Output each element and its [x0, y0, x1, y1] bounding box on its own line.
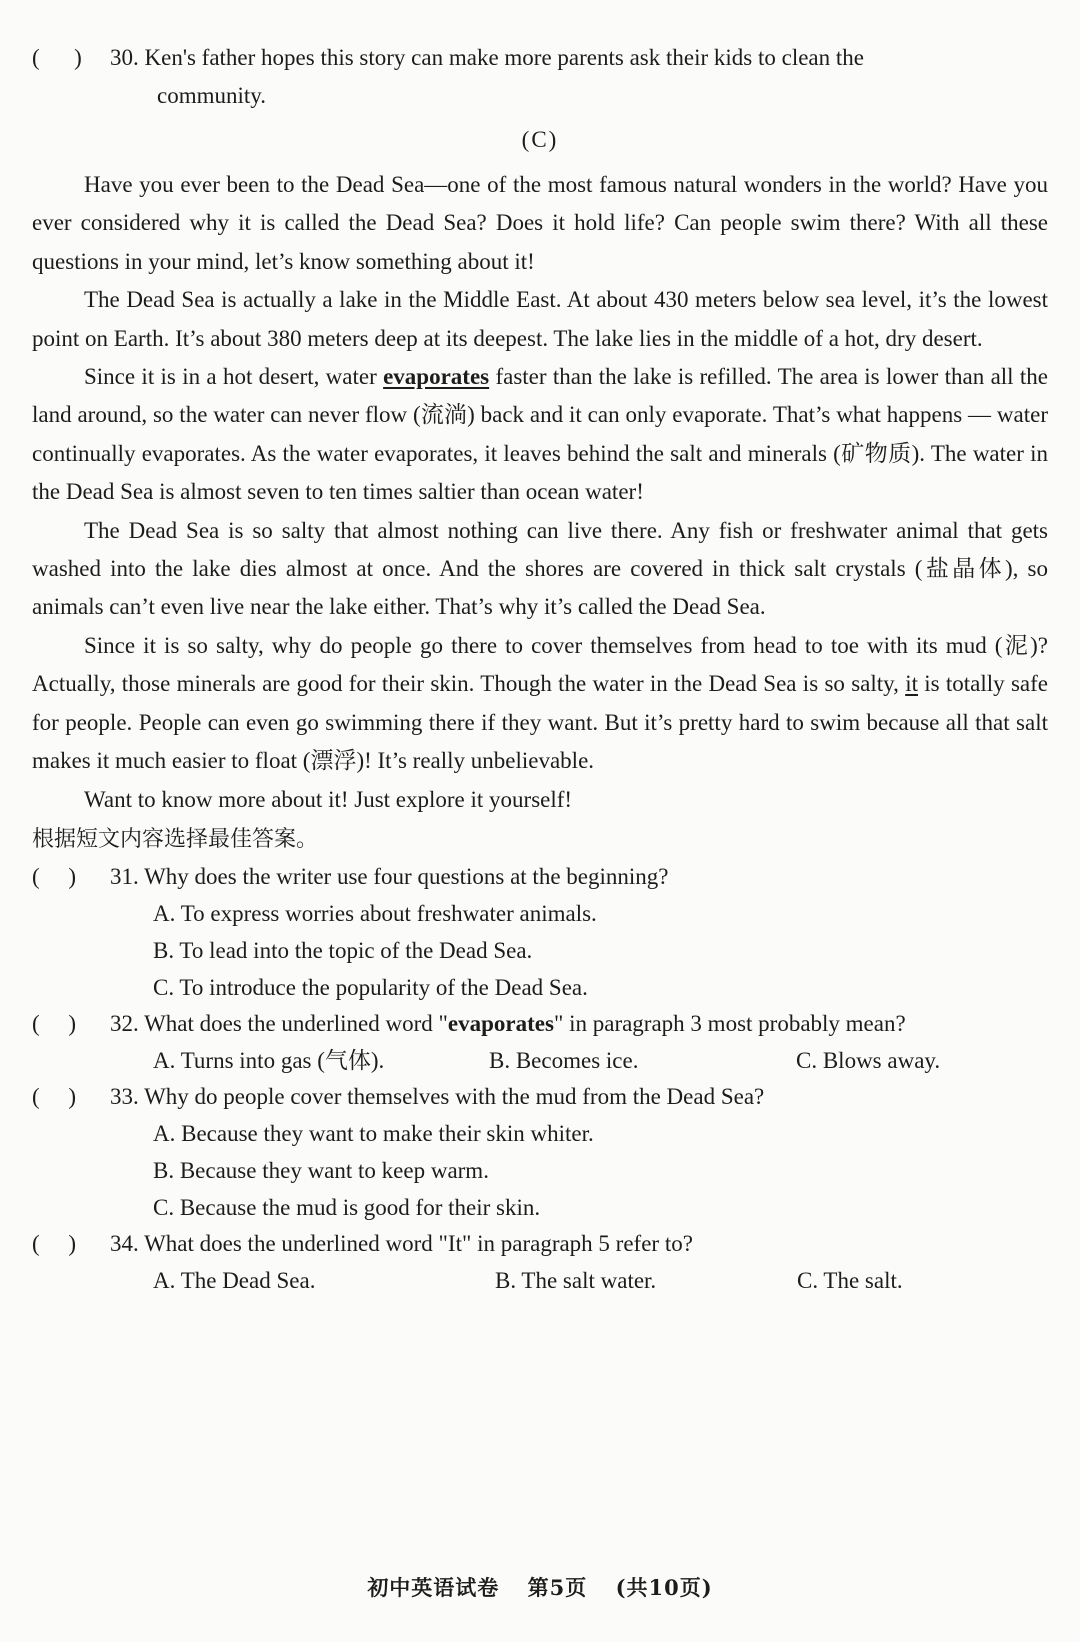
option-b: B. To lead into the topic of the Dead Sea. [153, 937, 533, 963]
reading-passage [32, 166, 1048, 819]
option-c: C. To introduce the popularity of the Dead Sea. [153, 974, 588, 1000]
quoted-word: evaporates [447, 1010, 554, 1036]
footer-page-number: 第5页 [527, 1575, 588, 1600]
paragraph-3 [32, 358, 1048, 512]
option-c: C. Because the mud is good for their skin. [153, 1194, 541, 1220]
question-text: 30. Ken's father hopes this story can make more parents ask their kids to clean the [110, 45, 864, 70]
footer-total-pages: (共10页) [615, 1575, 713, 1600]
answer-blank[interactable]: ( ) [32, 863, 77, 889]
paragraph-2: The Dead Sea is actually a lake in the Middle East. At about 430 meters below sea level, it’s the lowest point on Earth. It’s about 380 meters deep at its deepest. The lake lies in the middle of a hot, dry desert. [32, 287, 1048, 351]
page-footer [0, 1572, 1080, 1602]
paragraph-5 [32, 627, 1048, 781]
option-c: C. Blows away. [796, 1047, 941, 1073]
option-b: B. Because they want to keep warm. [153, 1157, 489, 1183]
option-a: A. To express worries about freshwater animals. [153, 900, 597, 926]
paragraph-5-text-b: is totally safe for people. People can even go swimming there if they want. But it’s pretty hard to swim because all that salt makes it much easier to float (漂浮)! It’s really unbelievable. [32, 671, 1048, 774]
paragraph-6: Want to know more about it! Just explore it yourself! [84, 786, 573, 812]
instruction: 根据短文内容选择最佳答案。 [32, 826, 319, 852]
question-30-continuation: community. [157, 83, 267, 108]
options-row [32, 1042, 1048, 1079]
option-a: A. The Dead Sea. [153, 1267, 316, 1293]
option-a: A. Because they want to make their skin whiter. [153, 1120, 594, 1146]
footer-subject: 初中英语试卷 [367, 1575, 500, 1600]
paragraph-3-text-a: Since it is in a hot desert, water [84, 364, 384, 390]
underlined-word-evaporates: evaporates [383, 364, 490, 390]
answer-blank[interactable]: ( ) [32, 1083, 77, 1109]
question-33 [32, 1079, 1048, 1226]
question-32 [32, 1006, 1048, 1079]
options-row [32, 1262, 1048, 1299]
paragraph-5-text-a: Since it is so salty, why do people go there to cover themselves from head to toe with its mud (泥)? Actually, those minerals are good for their skin. Though the water in the Dead Sea is so salty, [32, 632, 1048, 697]
question-text-a: 32. What does the underlined word " [110, 1010, 448, 1036]
underlined-word-it: it [905, 671, 918, 697]
answer-blank[interactable]: ( ) [32, 1010, 77, 1036]
question-31 [32, 859, 1048, 1006]
paragraph-4: The Dead Sea is so salty that almost nothing can live there. Any fish or freshwater animal that gets washed into the lake dies almost at once. And the shores are covered in thick salt crystals (盐晶体), so animals can’t even live near the lake either. That’s why it’s called the Dead Sea. [32, 517, 1048, 620]
question-34 [32, 1226, 1048, 1299]
paragraph-3-text-b: faster than the lake is refilled. The area is lower than all the land around, so the water can never flow (流淌) back and it can only evaporate. That’s what happens — water continually evaporates. As the water evaporates, it leaves behind the salt and minerals (矿物质). The water in the Dead Sea is almost seven to ten times saltier than ocean water! [32, 364, 1048, 505]
option-a: A. Turns into gas (气体). [153, 1047, 385, 1073]
question-text [110, 1006, 1048, 1042]
answer-blank[interactable]: ( ) [32, 1230, 77, 1256]
question-text-b: " in paragraph 3 most probably mean? [553, 1010, 906, 1036]
option-b: B. Becomes ice. [489, 1047, 639, 1073]
question-text: 31. Why does the writer use four questions at the beginning? [110, 863, 669, 889]
option-b: B. The salt water. [495, 1267, 657, 1293]
paragraph-1: Have you ever been to the Dead Sea—one of the most famous natural wonders in the world? Have you ever considered why it is called the Dead Sea? Does it hold life? Can people swim there? With all these questions in your mind, let’s know something about it! [32, 172, 1048, 274]
section-title: (C) [521, 127, 559, 152]
question-text: 33. Why do people cover themselves with the mud from the Dead Sea? [110, 1083, 765, 1109]
question-30 [32, 40, 1048, 76]
option-c: C. The salt. [797, 1267, 903, 1293]
question-text: 34. What does the underlined word "It" in paragraph 5 refer to? [110, 1230, 693, 1256]
answer-blank[interactable]: ( ) [32, 45, 82, 70]
